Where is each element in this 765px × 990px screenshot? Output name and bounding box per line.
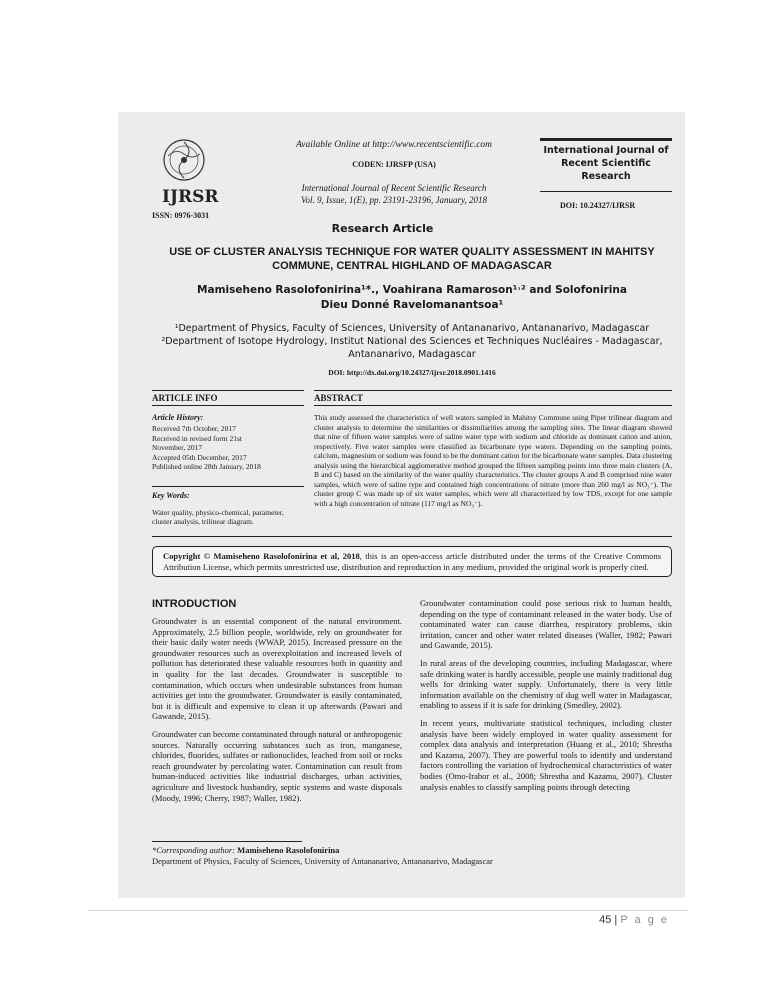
intro-paragraph-1: Groundwater is an essential component of the natural environment. Approximately, 2.5 billion people, worldwide, rely on groundwater for their basic daily water needs (WWAP, 2015). Increased pressure on the groundwater resources such as overexploitation and increased levels of pollution has deteriorated these valuable resources both in quantity and in quality for the last decades. Groundwater is susceptible to contamination, which occurs when undesirable substances from human activities get into the groundwater. Groundwater is easily contaminated, but it is difficult and expensive to clean it up afterwards (Pawari and Gawande, 2015). <box>152 616 402 722</box>
affiliations <box>152 322 672 361</box>
right-column <box>420 598 672 799</box>
authors <box>152 283 672 313</box>
revised-1: Received in revised form 21st <box>152 433 242 443</box>
journal-header <box>152 130 672 225</box>
abstract-text: This study assessed the characteristics of well waters sampled in Mahitsy Commune using Piper trilinear diagram and cluster analysis to determine the similarities or dissimilarities among the sampling sites. The linear diagram showed that nine of fifteen water samples were of saline water type with sodium and chloride as dominant cation and anion, respectively. Five water samples were classified as bicarbonate type waters. Depending on the sampling points, calcium, magnesium or sodium was found to be the dominant cation for the bicarbonate water samples. Data clustering analysis using the hierarchical agglomerative method grouped the fifteen sampling points into three main clusters (A, B and C) based on the similarity of the water quality characteristics. The cluster groups A and B comprised nine water samples, which were of saline type and contained high concentrations of nitrate (more than 260 mg/l as NO₃⁻). The cluster group C was made up of six water samples, which were all characterized by low TDS, except for one sample with a high concentration of nitrate (117 mg/l as NO₃⁻). <box>314 413 672 508</box>
intro-heading: INTRODUCTION <box>152 598 237 610</box>
authors-line-1: Mamiseheno Rasolofonirina¹*., Voahirana Ramaroson¹˒² and Solofonirina <box>197 284 627 296</box>
paper-title: USE OF CLUSTER ANALYSIS TECHNIQUE FOR WATER QUALITY ASSESSMENT IN MAHITSY COMMUNE, CENTRAL HIGHLAND OF MADAGASCAR <box>169 246 655 272</box>
affiliation-1: ¹Department of Physics, Faculty of Sciences, University of Antananarivo, Antananarivo, Madagascar <box>174 323 650 334</box>
header-rule <box>540 191 672 192</box>
left-column <box>152 598 402 810</box>
corresponding-author <box>152 845 672 856</box>
article-info <box>152 390 304 527</box>
intro-paragraph-3: Groundwater contamination could pose serious risk to human health, depending on the type of contaminant released in the water body. Use of contaminated water can cause diarrhea, respiratory problems, skin irritation, cancer and other water related diseases (Waller, 1982; Pawari and Gawande, 2015). <box>420 598 672 651</box>
corr-name: Mamiseheno Rasolofonirina <box>237 845 340 855</box>
corr-label: *Corresponding author: <box>152 845 238 855</box>
article-history <box>152 424 304 472</box>
intro-paragraph-2: Groundwater can become contaminated through natural or anthropogenic sources. Naturally occurring substances such as iron, manganese, chlorides, fluorides, sulfates or radionuclides, leached from soil or rocks reach groundwater by percolating water. Contamination can result from human-induced activities like industrial discharges, urban activities, agriculture and livestock husbandry, septic systems and waste disposals (Moody, 1996; Cherry, 1987; Waller, 1982). <box>152 728 402 803</box>
abstract <box>314 390 672 508</box>
page-num: 45 <box>599 914 612 926</box>
journal-name: International Journal of Recent Scientific Research <box>540 138 672 183</box>
copyright-text: , this is an open-access article distributed under the terms of the Creative Commons Attribution License, which permits unrestricted use, distribution and reproduction in any medium, provided the original work is properly cited. <box>163 551 661 572</box>
page-number <box>599 914 669 926</box>
article-type: Research Article <box>331 222 434 235</box>
header-center <box>274 140 514 206</box>
article-info-heading: ARTICLE INFO <box>152 390 304 406</box>
page-label: P a g e <box>620 914 669 926</box>
intro-paragraph-5: In recent years, multivariate statistical techniques, including cluster analysis have been widely employed in water quality assessment for complex data analysis and interpretation (Huang et al., 2010; Shrestha and Kazama, 2007). They are powerful tools to identify and understand factors controlling the variation of hydrochemical characteristics of water bodies (Omo-Irabor et al., 2008; Shrestha and Kazama, 2007). Cluster analysis enables to classify sampling points through detecting <box>420 717 672 792</box>
abstract-rule <box>152 536 672 537</box>
authors-line-2: Dieu Donné Ravelomanantsoa¹ <box>320 299 504 311</box>
revised-2: November, 2017 <box>152 443 203 452</box>
header-doi: DOI: 10.24327/IJRSR <box>560 201 636 210</box>
online-url: Available Online at http://www.recentscientific.com <box>295 140 493 150</box>
header-right <box>540 138 672 210</box>
intro-paragraph-4: In rural areas of the developing countries, including Madagascar, where safe drinking water is hardly accessible, people use mainly traditional dug wells for drinking water supply. Unfortunately, there is very little information available on the chemistry of dug well water in Madagascar, enabling to assess if it is safe for drinking (Smedley, 2002). <box>420 657 672 711</box>
keywords-heading: Key Words: <box>152 486 304 500</box>
keywords: Water quality, physico-chemical, parameter, cluster analysis, trilinear diagram. <box>152 507 284 526</box>
copyright-prefix: Copyright © Mamiseheno Rasolofonirina et al, 2018 <box>163 551 360 561</box>
coden: CODEN: IJRSFP (USA) <box>352 160 436 169</box>
footnote <box>152 841 672 867</box>
copyright-box <box>152 546 672 577</box>
received: Received 7th October, 2017 <box>152 424 236 433</box>
journal-citation <box>274 182 514 206</box>
published: Published online 28th January, 2018 <box>152 462 261 471</box>
page-sep: | <box>614 914 618 926</box>
accepted: Accepted 05th December, 2017 <box>152 452 247 462</box>
footer-rule <box>88 910 688 911</box>
footnote-rule <box>152 841 302 842</box>
history-heading: Article History: <box>152 413 204 422</box>
logo-text: IJRSR <box>162 187 219 207</box>
journal-logo <box>154 134 226 208</box>
abstract-heading: ABSTRACT <box>314 390 672 406</box>
journal-italic: International Journal of Recent Scientific Research <box>301 183 487 193</box>
affiliation-2: ²Department of Isotope Hydrology, Institut National des Sciences et Techniques Nucléaires - Madagascar, Antananarivo, Madagascar <box>161 336 663 360</box>
issn: ISSN: 0976-3031 <box>152 211 210 220</box>
volume-issue: Vol. 9, Issue, 1(E), pp. 23191-23196, January, 2018 <box>301 195 487 205</box>
doi-link[interactable]: DOI: http://dx.doi.org/10.24327/ijrsr.2018.0901.1416 <box>328 368 496 377</box>
corr-department: Department of Physics, Faculty of Sciences, University of Antananarivo, Antananarivo, Madagascar <box>152 856 493 866</box>
